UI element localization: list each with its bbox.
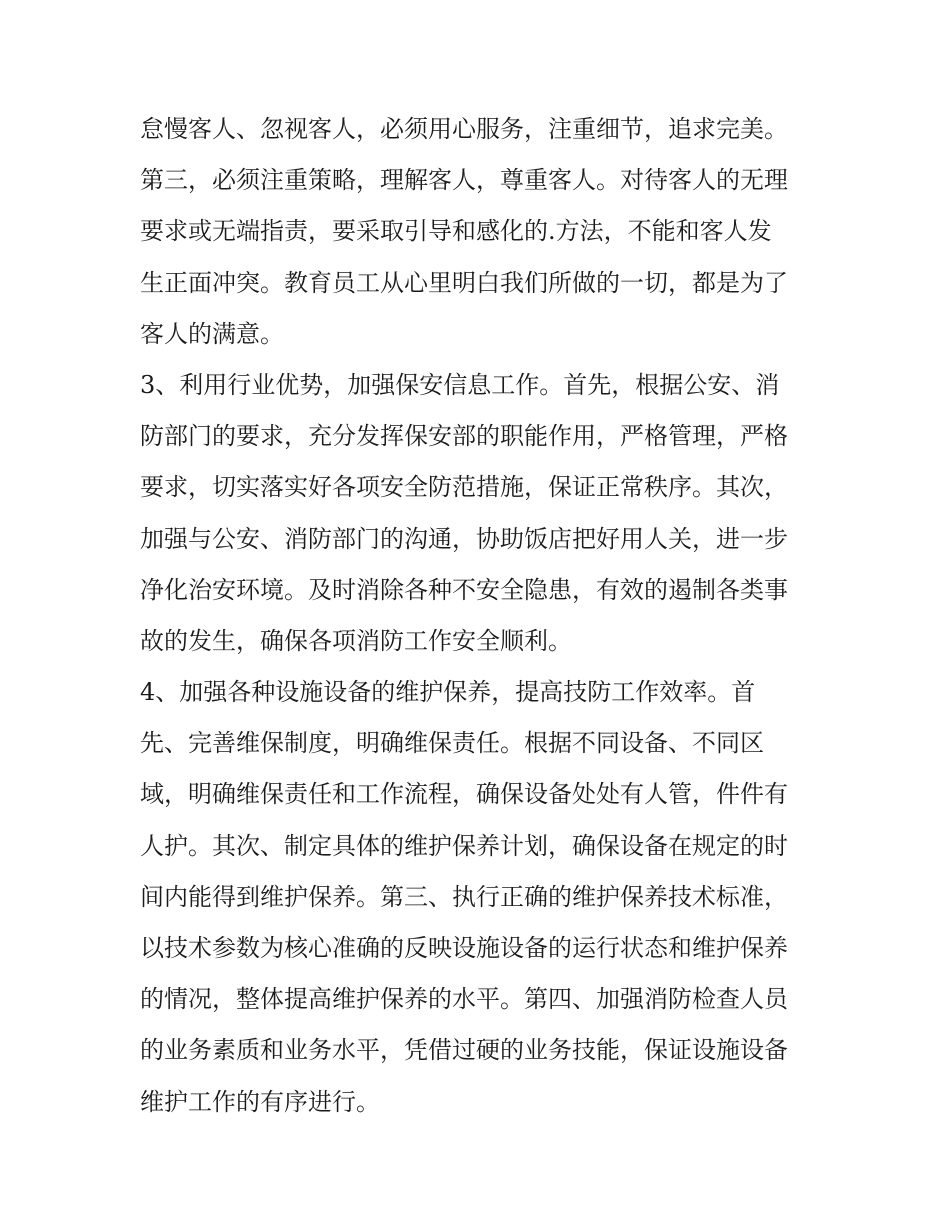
text-line: 防部门的要求，充分发挥保安部的职能作用，严格管理，严格 (140, 422, 788, 451)
text-line: 以技术参数为核心准确的反映设施设备的运行状态和维护保养 (140, 934, 788, 962)
text-line: 加强与公安、消防部门的沟通，协助饭店把好用人关，进一步 (140, 524, 788, 553)
document-body (140, 104, 830, 1128)
text-line: 4、加强各种设施设备的维护保养，提高技防工作效率。首 (140, 678, 756, 707)
text-line: 故的发生，确保各项消防工作安全顺利。 (140, 626, 572, 655)
text-line: 先、完善维保制度，明确维保责任。根据不同设备、不同区 (140, 729, 764, 758)
text-line: 生正面冲突。教育员工从心里明白我们所做的一切，都是为了 (140, 268, 788, 297)
text-line: 维护工作的有序进行。 (140, 1087, 380, 1116)
text-line: 3、利用行业优势，加强保安信息工作。首先，根据公安、消 (140, 370, 780, 399)
text-line: 客人的满意。 (140, 319, 284, 348)
text-line: 域，明确维保责任和工作流程，确保设备处处有人管，件件有 (140, 780, 788, 809)
text-line: 的情况，整体提高维护保养的水平。第四、加强消防检查人员 (140, 985, 788, 1014)
text-line: 净化治安环境。及时消除各种不安全隐患，有效的遏制各类事 (140, 575, 788, 604)
text-line: 要求或无端指责，要采取引导和感化的.方法，不能和客人发 (140, 217, 772, 246)
text-line: 的业务素质和业务水平，凭借过硬的业务技能，保证设施设备 (140, 1036, 788, 1065)
text-line: 怠慢客人、忽视客人，必须用心服务，注重细节，追求完美。 (140, 115, 788, 143)
text-line: 人护。其次、制定具体的维护保养计划，确保设备在规定的时 (140, 831, 788, 860)
text-line: 间内能得到维护保养。第三、执行正确的维护保养技术标准， (140, 882, 788, 911)
text-line: 第三，必须注重策略，理解客人，尊重客人。对待客人的无理 (140, 166, 788, 195)
text-line: 要求，切实落实好各项安全防范措施，保证正常秩序。其次， (140, 473, 788, 502)
